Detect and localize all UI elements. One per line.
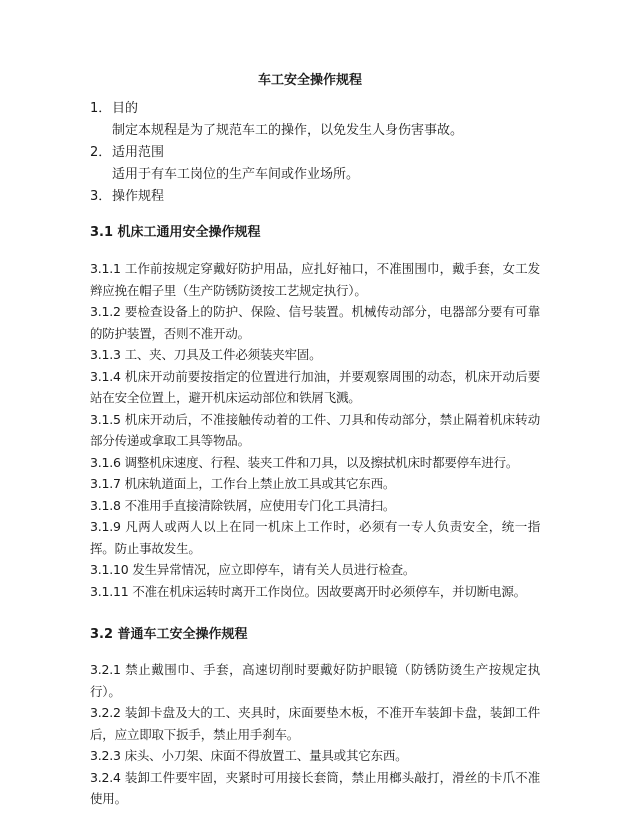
rule-item: 3.2.1 禁止戴围巾、手套，高速切削时要戴好防护眼镜（防锈防烫生产按规定执行）。 — [90, 662, 540, 699]
section-number: 1． — [90, 101, 112, 116]
rule-item: 3.1.6 调整机床速度、行程、装夹工件和刀具，以及擦拭机床时都要停车进行。 — [90, 454, 519, 470]
rule-item: 3.2.3 床头、小刀架、床面不得放置工、量具或其它东西。 — [90, 748, 408, 763]
section-number: 3． — [90, 189, 112, 204]
rule-item: 3.1.5 机床开动后，不准接触传动着的工件、刀具和传动部分，禁止隔着机床转动部分传递或拿取工具等物品。 — [90, 411, 540, 448]
document-title: 车工安全操作规程 — [257, 73, 362, 88]
rule-item: 3.2.4 装卸工件要牢固，夹紧时可用接长套筒，禁止用榔头敲打，滑丝的卡爪不准使用。 — [90, 769, 540, 806]
rule-item: 3.1.11 不准在机床运转时离开工作岗位。因故要离开时必须停车，并切断电源。 — [90, 583, 526, 599]
section-body: 适用于有车工岗位的生产车间或作业场所。 — [112, 167, 360, 182]
section-purpose — [90, 98, 550, 142]
rule-item: 3.1.7 机床轨道面上，工作台上禁止放工具或其它东西。 — [90, 476, 396, 491]
part1-items — [90, 258, 540, 602]
section-body: 制定本规程是为了规范车工的操作，以免发生人身伤害事故。 — [112, 123, 464, 138]
rule-item: 3.1.10 发生异常情况，应立即停车，请有关人员进行检查。 — [90, 562, 416, 577]
rule-item: 3.1.1 工作前按规定穿戴好防护用品，应扎好袖口，不准围围巾，戴手套，女工发辫应挽在帽子里（生产防锈防烫按工艺规定执行）。 — [90, 261, 540, 298]
section-label: 目的 — [112, 101, 139, 116]
rule-item: 3.1.9 凡两人或两人以上在同一机床上工作时，必须有一专人负责安全，统一指挥。防止事故发生。 — [90, 519, 540, 556]
part2-items — [90, 659, 540, 810]
section-number: 2． — [90, 145, 112, 160]
section-scope — [90, 142, 550, 186]
section-label: 适用范围 — [112, 145, 165, 160]
section-procedure — [90, 186, 550, 208]
section-label: 操作规程 — [112, 189, 165, 204]
part1-heading: 3.1 机床工通用安全操作规程 — [90, 225, 261, 240]
rule-item: 3.2.2 装卸卡盘及大的工、夹具时，床面要垫木板，不准开车装卸卡盘，装卸工件后，应立即取下扳手，禁止用手刹车。 — [90, 705, 540, 742]
rule-item: 3.1.8 不准用手直接清除铁屑，应使用专门化工具清扫。 — [90, 497, 396, 513]
rule-item: 3.1.3 工、夹、刀具及工件必须装夹牢固。 — [90, 347, 322, 362]
rule-item: 3.1.4 机床开动前要按指定的位置进行加油，并要观察周围的动态，机床开动后要站在安全位置上，避开机床运动部位和铁屑飞溅。 — [90, 368, 540, 405]
part2-heading: 3.2 普通车工安全操作规程 — [90, 627, 248, 642]
rule-item: 3.1.2 要检查设备上的防护、保险、信号装置。机械传动部分，电器部分要有可靠的防护装置，否则不准开动。 — [90, 304, 540, 341]
